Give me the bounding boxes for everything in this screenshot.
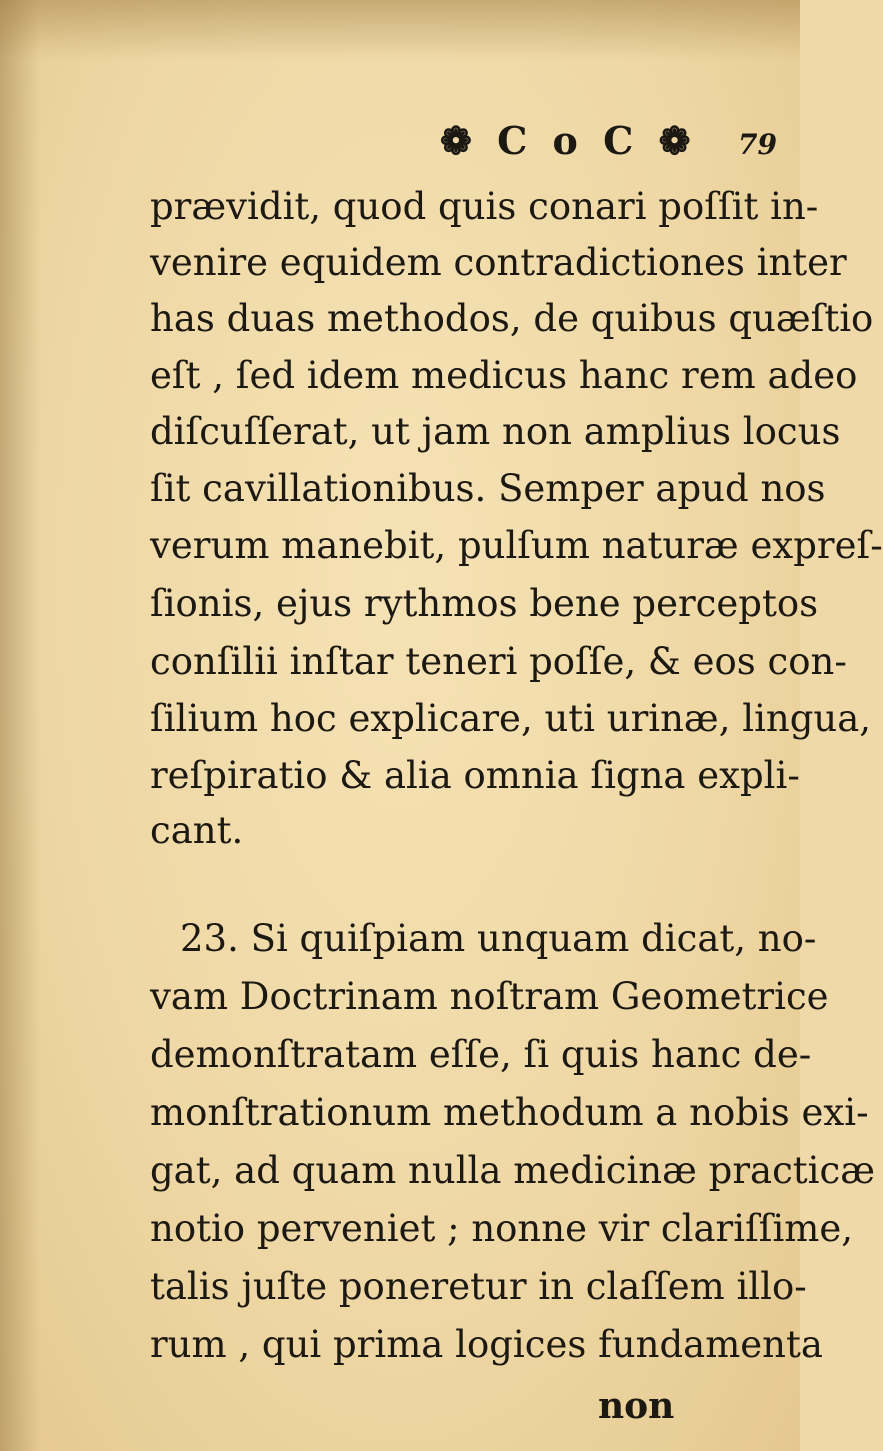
text-line-18: notio perveniet ; nonne vir clariſſime, [150,1207,854,1250]
text-line-14: vam Doctrinam noſtram Geometrice [150,975,829,1018]
text-line-12: cant. [150,809,244,852]
catchword: non [598,1385,675,1427]
page-number: 79 [738,128,777,161]
text-line-7: verum manebit, pulſum naturæ expreſ- [150,524,883,567]
text-line-5: diſcuſſerat, ut jam non amplius locus [150,410,841,453]
page-top-shadow [0,0,800,60]
text-line-9: conſilii inſtar teneri poſſe, & eos con- [150,640,847,683]
text-line-3: has duas methodos, de quibus quæſtio [150,297,874,340]
text-line-8: ſionis, ejus rythmos bene perceptos [150,582,819,625]
text-line-13: 23. Si quiſpiam unquam dicat, no- [180,917,817,960]
text-line-15: demonſtratam eſſe, ſi quis hanc de- [150,1033,812,1076]
running-head-ornament: ❁ C o C ❁ [440,118,697,163]
text-line-2: venire equidem contradictiones inter [150,241,847,284]
text-line-4: eſt , ſed idem medicus hanc rem adeo [150,354,858,397]
text-line-11: reſpiratio & alia omnia ſigna expli- [150,754,800,797]
page-edge-shadow [0,0,40,1451]
text-line-17: gat, ad quam nulla medicinæ practicæ [150,1149,875,1192]
text-line-1: prævidit, quod quis conari poſſit in- [150,185,819,228]
text-line-20: rum , qui prima logices fundamenta [150,1323,823,1366]
text-line-16: monſtrationum methodum a nobis exi- [150,1091,869,1134]
text-line-19: talis juſte poneretur in claſſem illo- [150,1265,807,1308]
text-line-6: ſit cavillationibus. Semper apud nos [150,467,826,510]
text-line-10: ſilium hoc explicare, uti urinæ, lingua, [150,697,872,740]
